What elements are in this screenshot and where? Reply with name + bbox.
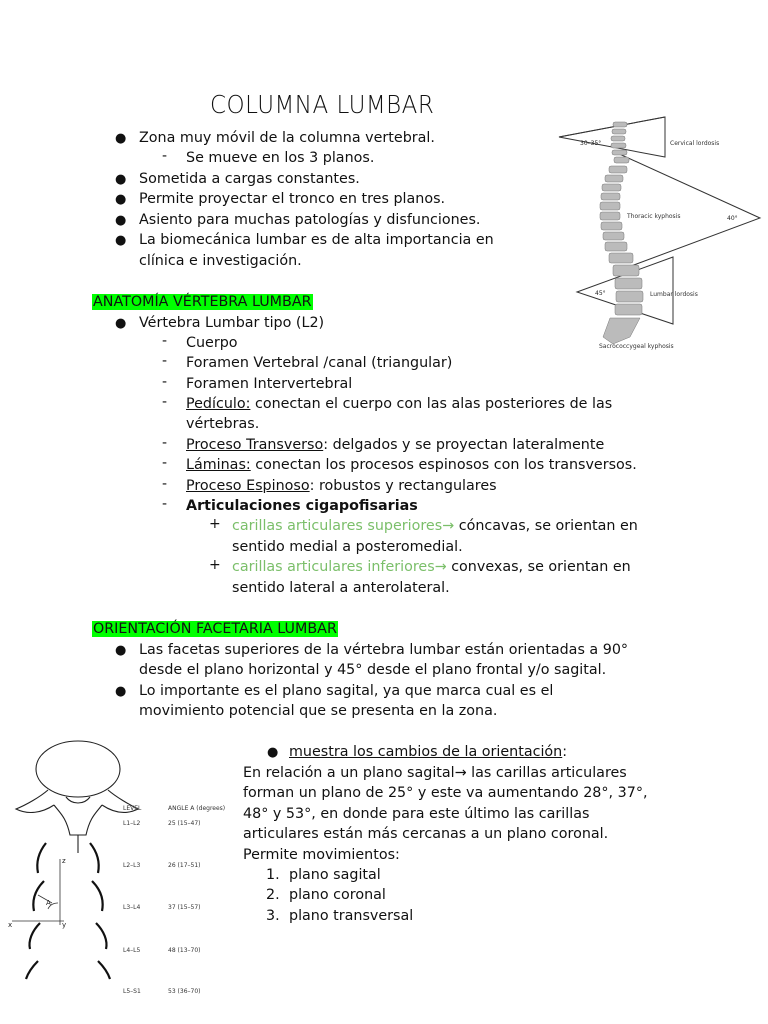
list-num-1: 1.: [266, 867, 280, 883]
paragraph-line-1: En relación a un plano sagital→ las carillas articulares: [243, 765, 627, 781]
bullet: ●: [115, 233, 127, 248]
bullet: ●: [115, 643, 127, 658]
facet-level-4: L4–L5: [123, 947, 141, 954]
section-heading-orientacion: ORIENTACIÓN FACETARIA LUMBAR: [93, 621, 337, 637]
facet-table-rows: [123, 820, 201, 995]
intro-bullet-5-cont: clínica e investigación.: [139, 253, 302, 269]
dash: -: [162, 476, 168, 492]
item-pediculo-cont: vértebras.: [186, 416, 260, 432]
dash: -: [162, 435, 168, 451]
bullet: ●: [115, 316, 127, 331]
facet-arcs: [26, 843, 110, 979]
bullet: ●: [267, 745, 279, 760]
thoracic-label: Thoracic kyphosis: [627, 213, 681, 220]
facet-orientation-figure: [8, 735, 233, 1003]
item-pediculo: Pedículo: conectan el cuerpo con las alas posteriores de las: [186, 396, 613, 412]
intro-bullet-5: La biomecánica lumbar es de alta importancia en: [139, 232, 494, 248]
item-laminas: Láminas: conectan los procesos espinosos con los transversos.: [186, 457, 637, 473]
bullet: ●: [115, 192, 127, 207]
dash: -: [162, 148, 168, 164]
carillas-inferiores-cont: sentido lateral a anterolateral.: [232, 580, 450, 596]
list-num-2: 2.: [266, 887, 280, 903]
intro-bullet-4: Asiento para muchas patologías y disfunciones.: [139, 212, 481, 228]
orientacion-bullet-2-cont: movimiento potencial que se presenta en la zona.: [139, 703, 498, 719]
paragraph-line-2: forman un plano de 25° y este va aumentando 28°, 37°,: [243, 785, 648, 801]
level-header: LEVEL: [123, 805, 142, 812]
intro-bullet-2: Sometida a cargas constantes.: [139, 171, 360, 187]
facet-angle-2: 26 (17–51): [168, 862, 201, 869]
carillas-superiores: carillas articulares superiores→ cóncavas, se orientan en: [232, 518, 638, 534]
item-proceso-espinoso: Proceso Espinoso: robustos y rectangulares: [186, 478, 497, 494]
sacral-label: Sacrococcygeal kyphosis: [599, 343, 674, 350]
angle-header: ANGLE A (degrees): [168, 805, 226, 812]
paragraph-line-4: articulares están más cercanas a un plano coronal.: [243, 826, 609, 842]
item-proceso-transverso: Proceso Transverso: delgados y se proyectan lateralmente: [186, 437, 605, 453]
item-foramen-vertebral: Foramen Vertebral /canal (triangular): [186, 355, 453, 371]
bullet: ●: [115, 684, 127, 699]
angle-label-a: A: [46, 899, 51, 907]
lumbar-angle: 45°: [595, 290, 606, 297]
list-item-3: plano transversal: [289, 908, 414, 924]
cervical-angle: 30–35°: [580, 140, 602, 147]
page-title: COLUMNA LUMBAR: [210, 90, 435, 119]
facet-level-1: L1–L2: [123, 820, 141, 827]
axis-label-x: x: [8, 921, 13, 929]
intro-bullet-3: Permite proyectar el tronco en tres planos.: [139, 191, 446, 207]
intro-sub-1: Se mueve en los 3 planos.: [186, 150, 375, 166]
carillas-superiores-cont: sentido medial a posteromedial.: [232, 539, 463, 555]
item-cuerpo: Cuerpo: [186, 335, 238, 351]
dash: -: [162, 496, 168, 512]
bullet: ●: [115, 172, 127, 187]
lumbar-label: Lumbar lordosis: [650, 291, 698, 298]
facet-angle-4: 48 (13–70): [168, 947, 201, 954]
bullet: ●: [115, 131, 127, 146]
item-foramen-intervertebral: Foramen Intervertebral: [186, 376, 353, 392]
facet-level-5: L5–S1: [123, 988, 141, 995]
item-articulaciones: Articulaciones cigapofisarias: [186, 498, 418, 514]
plus: +: [209, 516, 221, 532]
intro-bullet-1: Zona muy móvil de la columna vertebral.: [139, 130, 435, 146]
orientacion-bullet-1: Las facetas superiores de la vértebra lumbar están orientadas a 90°: [139, 642, 629, 658]
orientacion-bullet-1-cont: desde el plano horizontal y 45° desde el plano frontal y/o sagital.: [139, 662, 607, 678]
facet-angle-3: 37 (15–57): [168, 904, 201, 911]
axis-label-z: z: [62, 857, 66, 865]
section-heading-anatomy: ANATOMÍA VÉRTEBRA LUMBAR: [93, 294, 312, 310]
thoracic-angle: 40°: [727, 215, 738, 222]
dash: -: [162, 455, 168, 471]
dash: -: [162, 333, 168, 349]
dash: -: [162, 374, 168, 390]
axis-label-y: y: [62, 921, 67, 929]
anatomy-bullet-1: Vértebra Lumbar tipo (L2): [139, 315, 325, 331]
paragraph-line-3: 48° y 53°, en donde para este último las carillas: [243, 806, 590, 822]
dash: -: [162, 353, 168, 369]
list-num-3: 3.: [266, 908, 280, 924]
vertebra-drawing: [16, 741, 138, 853]
plus: +: [209, 557, 221, 573]
carillas-inferiores: carillas articulares inferiores→ convexas, se orientan en: [232, 559, 631, 575]
paragraph-line-5: Permite movimientos:: [243, 847, 400, 863]
cervical-label: Cervical lordosis: [670, 140, 720, 147]
dash: -: [162, 394, 168, 410]
bullet: ●: [115, 213, 127, 228]
list-item-2: plano coronal: [289, 887, 386, 903]
spine-curvature-figure: [555, 112, 765, 364]
muestra-cambios: muestra los cambios de la orientación:: [289, 744, 568, 760]
facet-angle-5: 53 (36–70): [168, 988, 201, 995]
list-item-1: plano sagital: [289, 867, 381, 883]
facet-level-3: L3–L4: [123, 904, 141, 911]
facet-level-2: L2–L3: [123, 862, 141, 869]
orientacion-bullet-2: Lo importante es el plano sagital, ya que marca cual es el: [139, 683, 554, 699]
facet-angle-1: 25 (15–47): [168, 820, 201, 827]
